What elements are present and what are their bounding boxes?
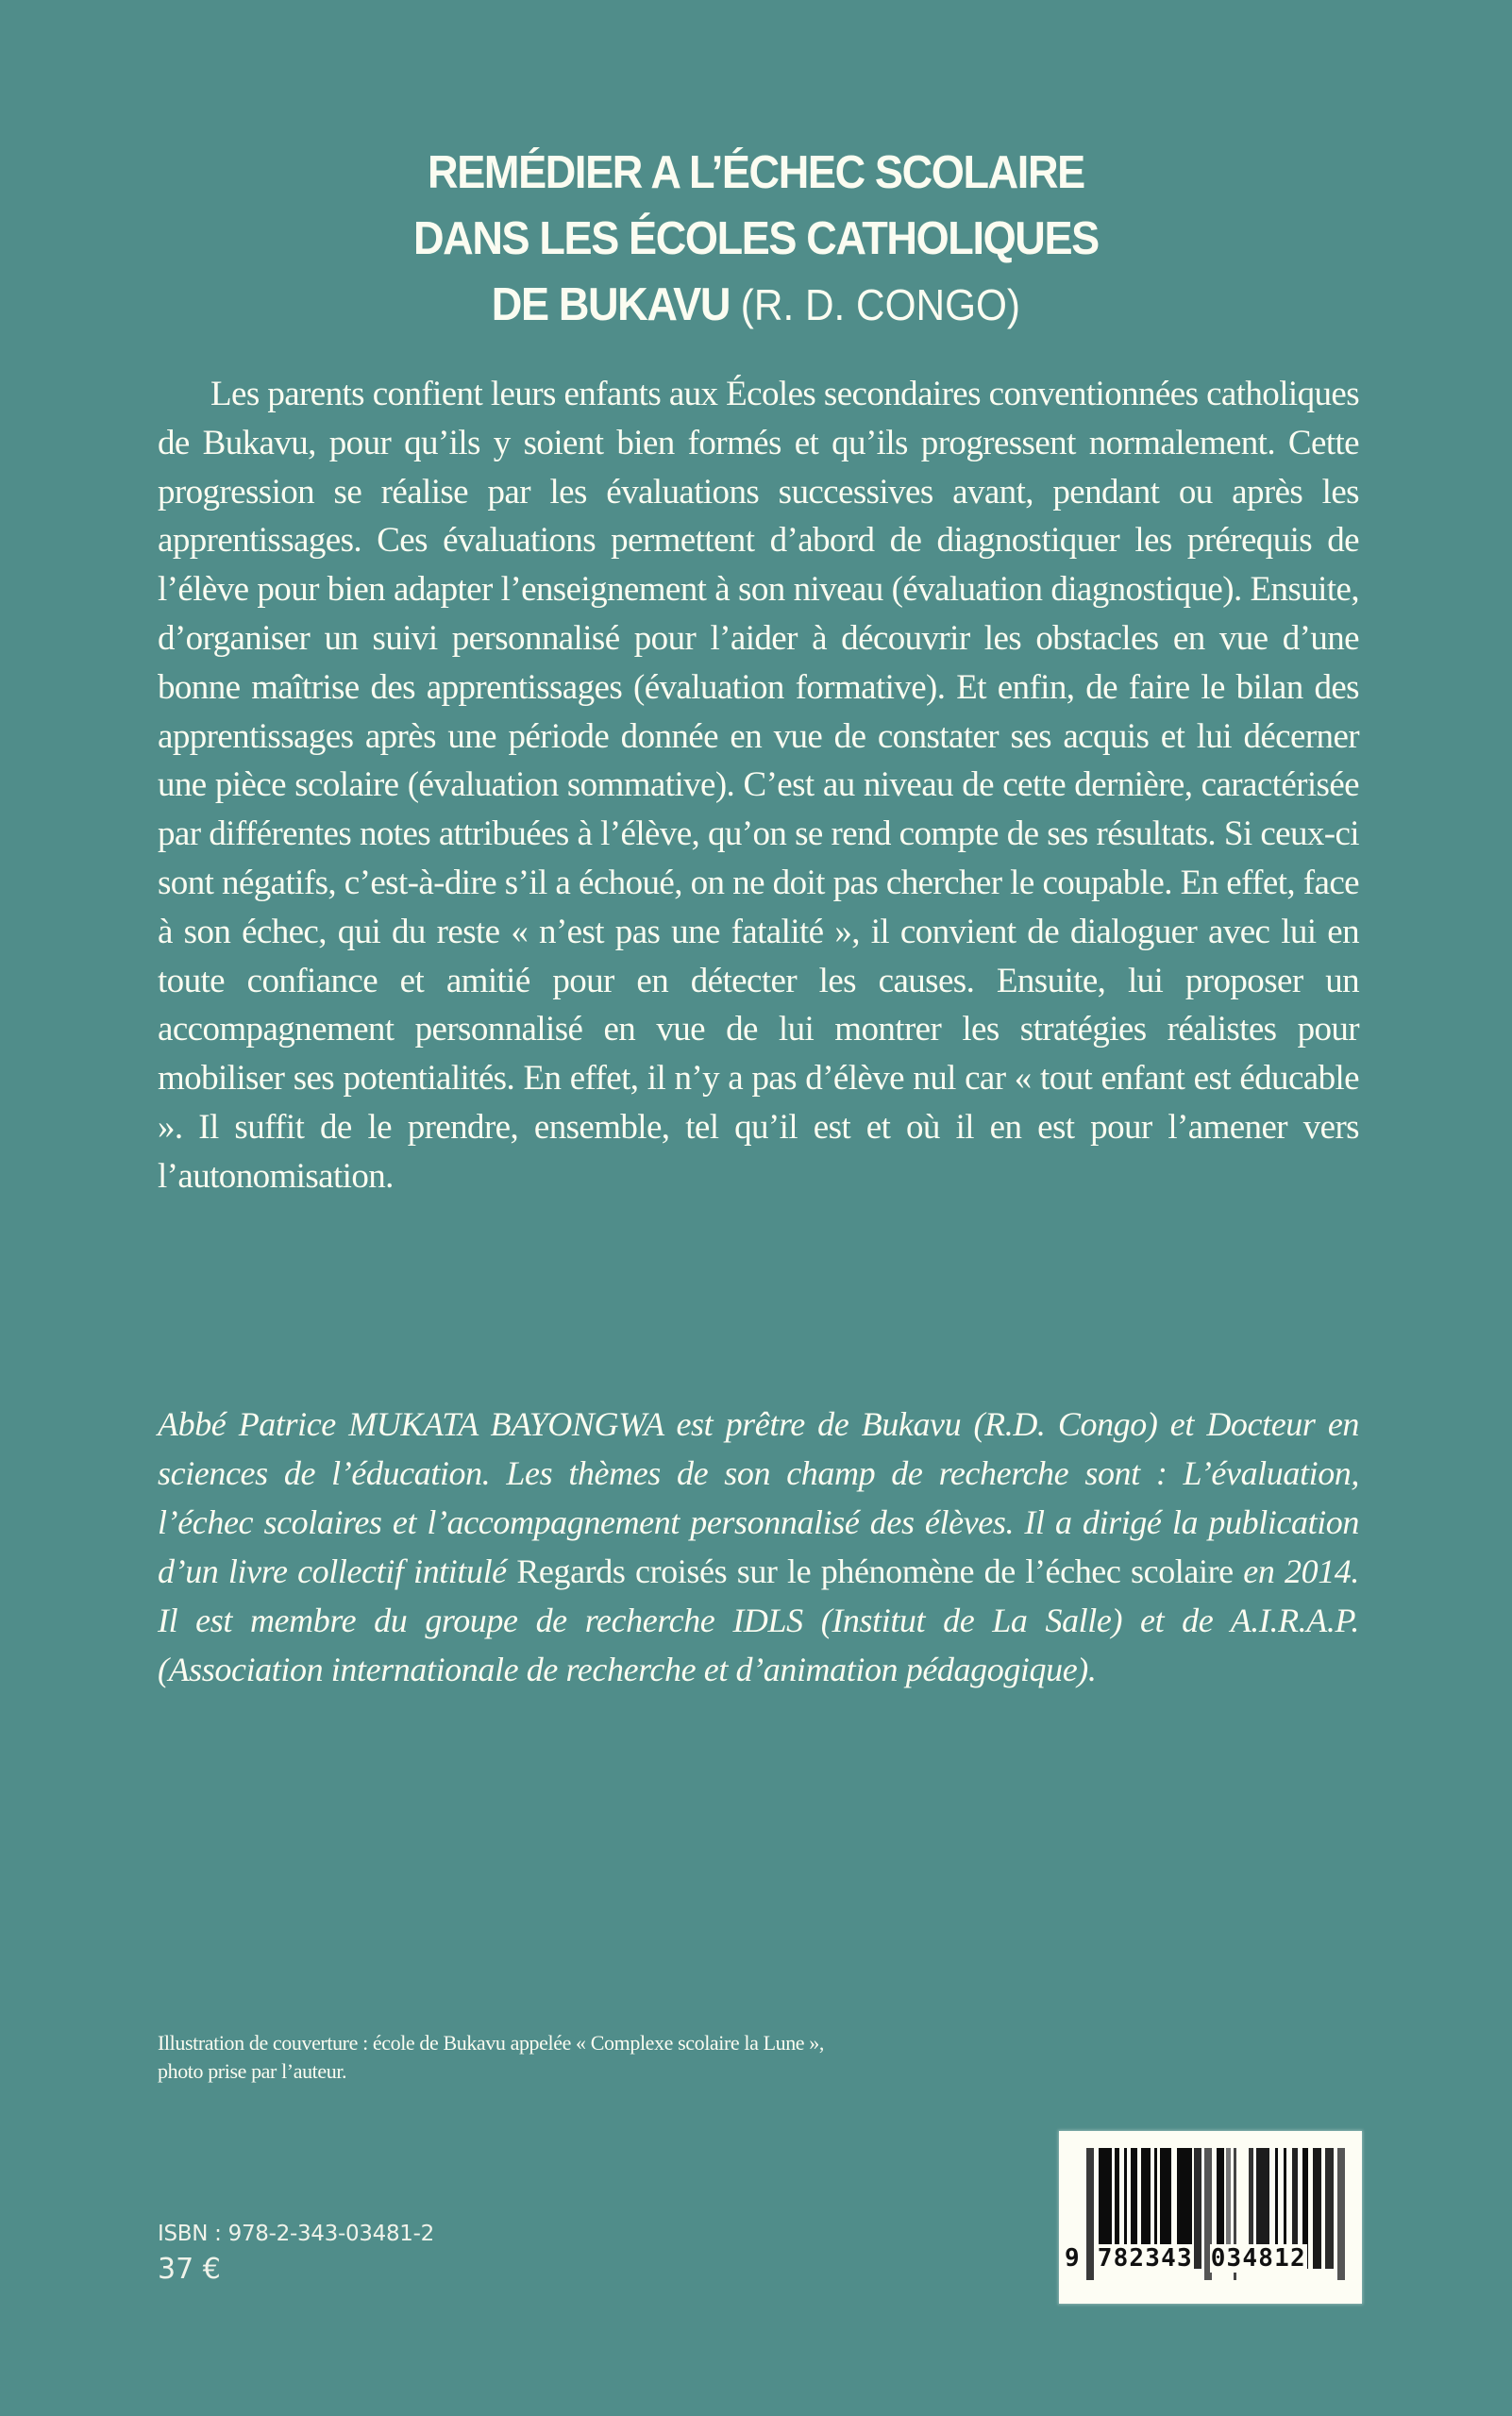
barcode-digits xyxy=(1065,2244,1357,2273)
book-title xyxy=(60,140,1452,338)
barcode xyxy=(1059,2131,1362,2304)
title-line-3-light: (R. D. CONGO) xyxy=(730,280,1021,329)
book-summary: Les parents confient leurs enfants aux Écoles secondaires conventionnées catholiques de Bukavu, pour qu’ils y soient bien formés et qu’ils progressent normalement. Cette progression se réalise par les évaluations successives avant, pendant ou après les apprentissages. Ces évaluations permettent d’abord de diagnostiquer les prérequis de l’élève pour bien adapter l’enseignement à son niveau (évaluation diagnostique). Ensuite, d’organiser un suivi personnalisé pour l’aider à découvrir les obstacles en vue d’une bonne maîtrise des apprentissages (évaluation formative). Et enfin, de faire le bilan des apprentissages après une période donnée en vue de constater ses acquis et lui décerner une pièce scolaire (évaluation sommative). C’est au niveau de cette dernière, caractérisée par différentes notes attribuées à l’élève, qu’on se rend compte de ses résultats. Si ceux-ci sont négatifs, c’est-à-dire s’il a échoué, on ne doit pas chercher le coupable. En effet, face à son échec, qui du reste « n’est pas une fatalité », il convient de dialoguer avec lui en toute confiance et amitié pour en détecter les causes. Ensuite, lui proposer un accompagnement personnalisé en vue de lui montrer les stratégies réalistes pour mobiliser ses potentialités. En effet, il n’y a pas d’élève nul car « tout enfant est éducable ». Il suffit de le prendre, ensemble, tel qu’il est et où il en est pour l’amener vers l’autonomisation. xyxy=(158,375,1359,1196)
cited-book-title: Regards croisés sur le phénomène de l’échec scolaire xyxy=(516,1552,1234,1590)
author-bio xyxy=(158,1400,1359,1694)
author-bio-part-2: en 2014. Il est membre du groupe de recherche IDLS (Institut de La Salle) et de A.I.R.A.P. (Association internationale de recherche et d’animation pédagogique). xyxy=(158,1552,1360,1688)
title-line-2: DANS LES ÉCOLES CATHOLIQUES xyxy=(413,213,1099,264)
barcode-left-group: 782343 xyxy=(1097,2244,1193,2273)
credit-line-1: Illustration de couverture : école de Bukavu appelée « Complexe scolaire la Lune », xyxy=(158,2031,824,2055)
title-line-3 xyxy=(60,272,1452,338)
author-bio-part-1: Abbé Patrice MUKATA BAYONGWA est prêtre de Bukavu (R.D. Congo) et Docteur en sciences de l’éducation. Les thèmes de son champ de recherche sont : L’évaluation, l’échec scolaires et l’accompagnement personnalisé des élèves. Il a dirigé la publication d’un livre collectif intitulé xyxy=(158,1405,1359,1590)
isbn-label: ISBN : 978-2-343-03481-2 xyxy=(158,2222,434,2246)
credit-line-2: photo prise par l’auteur. xyxy=(158,2059,347,2083)
title-line-3-bold: DE BUKAVU xyxy=(491,279,731,330)
price-label: 37 € xyxy=(158,2253,221,2286)
title-line-1: REMÉDIER A L’ÉCHEC SCOLAIRE xyxy=(428,147,1084,198)
barcode-first-digit: 9 xyxy=(1065,2244,1081,2273)
cover-illustration-credit xyxy=(158,2029,1139,2086)
barcode-right-group: 034812 xyxy=(1210,2244,1306,2273)
